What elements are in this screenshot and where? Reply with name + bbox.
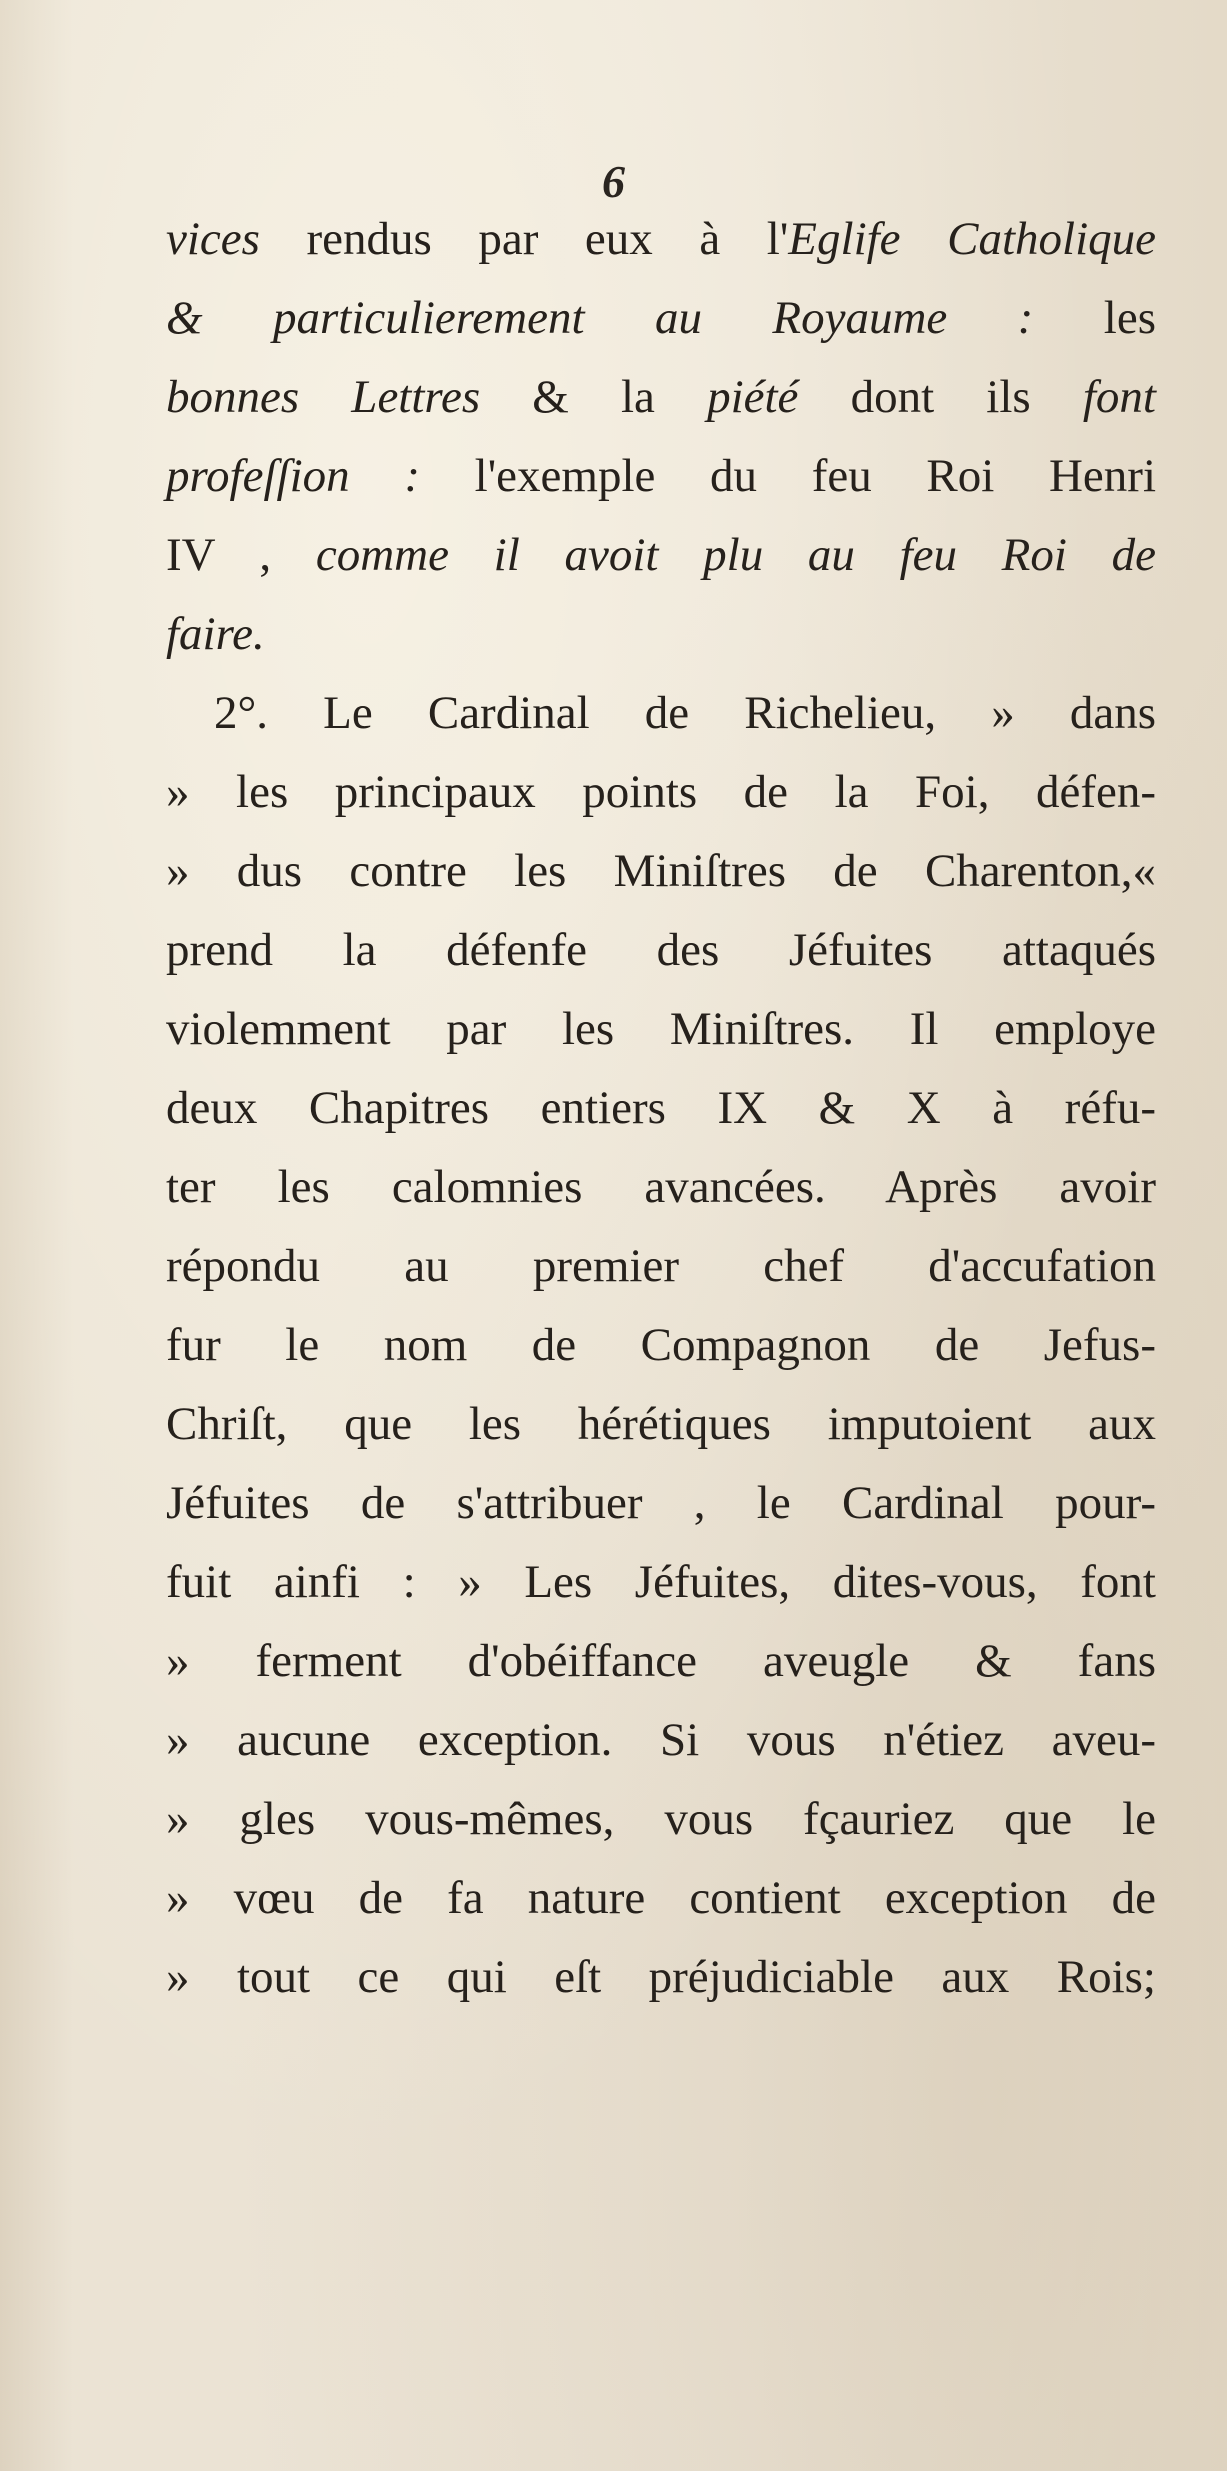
text-line	[166, 1622, 1156, 1701]
text-run: Chriſt, que les hérétiques imputoient aux	[166, 1398, 1156, 1450]
text-line	[166, 1464, 1156, 1543]
text-line	[166, 1780, 1156, 1859]
body-text	[166, 200, 1156, 2017]
page-number: 6	[602, 156, 625, 207]
text-run: faire.	[166, 608, 265, 660]
text-run: 2°. Le Cardinal de Richelieu, » dans	[214, 687, 1156, 739]
text-run: les	[1033, 292, 1156, 344]
text-run: dont ils	[798, 371, 1083, 423]
text-line	[166, 1148, 1156, 1227]
text-run: piété	[707, 371, 799, 423]
text-run: comme il avoit plu au feu Roi de	[315, 529, 1156, 581]
text-run: » les principaux points de la Foi, défen-	[166, 766, 1156, 818]
text-run: répondu au premier chef d'accufation	[166, 1240, 1156, 1292]
text-run: & particulierement au Royaume :	[166, 292, 1034, 344]
text-line	[166, 753, 1156, 832]
text-line	[166, 437, 1156, 516]
text-run: » ferment d'obéiffance aveugle & fans	[166, 1635, 1156, 1687]
text-line	[166, 200, 1156, 279]
text-line	[166, 1859, 1156, 1938]
text-line	[166, 1227, 1156, 1306]
text-line	[166, 832, 1156, 911]
text-line	[166, 516, 1156, 595]
text-run: font	[1082, 371, 1156, 423]
text-run: » gles vous-mêmes, vous fçauriez que le	[166, 1793, 1156, 1845]
text-run: bonnes Lettres	[166, 371, 481, 423]
text-run: fuit ainfi : » Les Jéfuites, dites-vous, font	[166, 1556, 1156, 1608]
text-run: deux Chapitres entiers IX & X à réfu-	[166, 1082, 1156, 1134]
text-run: Jéfuites de s'attribuer , le Cardinal pour-	[166, 1477, 1156, 1529]
text-line	[166, 911, 1156, 990]
text-run: prend la défenfe des Jéfuites attaqués	[166, 924, 1156, 976]
text-line	[166, 1701, 1156, 1780]
text-run: violemment par les Miniſtres. Il employe	[166, 1003, 1156, 1055]
text-line	[166, 1306, 1156, 1385]
text-line	[166, 1938, 1156, 2017]
text-line	[166, 674, 1156, 753]
text-line	[166, 990, 1156, 1069]
text-run: » vœu de fa nature contient exception de	[166, 1872, 1156, 1924]
text-run: profeſſion :	[166, 450, 420, 502]
text-run: ter les calomnies avancées. Après avoir	[166, 1161, 1156, 1213]
text-run: l'exemple du feu Roi Henri	[419, 450, 1156, 502]
text-run: » aucune exception. Si vous n'étiez aveu-	[166, 1714, 1156, 1766]
text-line	[166, 279, 1156, 358]
text-line	[166, 358, 1156, 437]
text-line	[166, 595, 1156, 674]
text-run: IV ,	[166, 529, 316, 581]
text-line	[166, 1385, 1156, 1464]
text-run: » tout ce qui eſt préjudiciable aux Rois;	[166, 1951, 1156, 2003]
text-line	[166, 1543, 1156, 1622]
text-line	[166, 1069, 1156, 1148]
text-run: » dus contre les Miniſtres de Charenton,«	[166, 845, 1156, 897]
text-run: vices	[166, 213, 260, 265]
text-run: & la	[480, 371, 708, 423]
text-run: rendus par eux à l'	[259, 213, 789, 265]
text-run: fur le nom de Compagnon de Jefus-	[166, 1319, 1156, 1371]
text-run: Eglife Catholique	[788, 213, 1156, 265]
